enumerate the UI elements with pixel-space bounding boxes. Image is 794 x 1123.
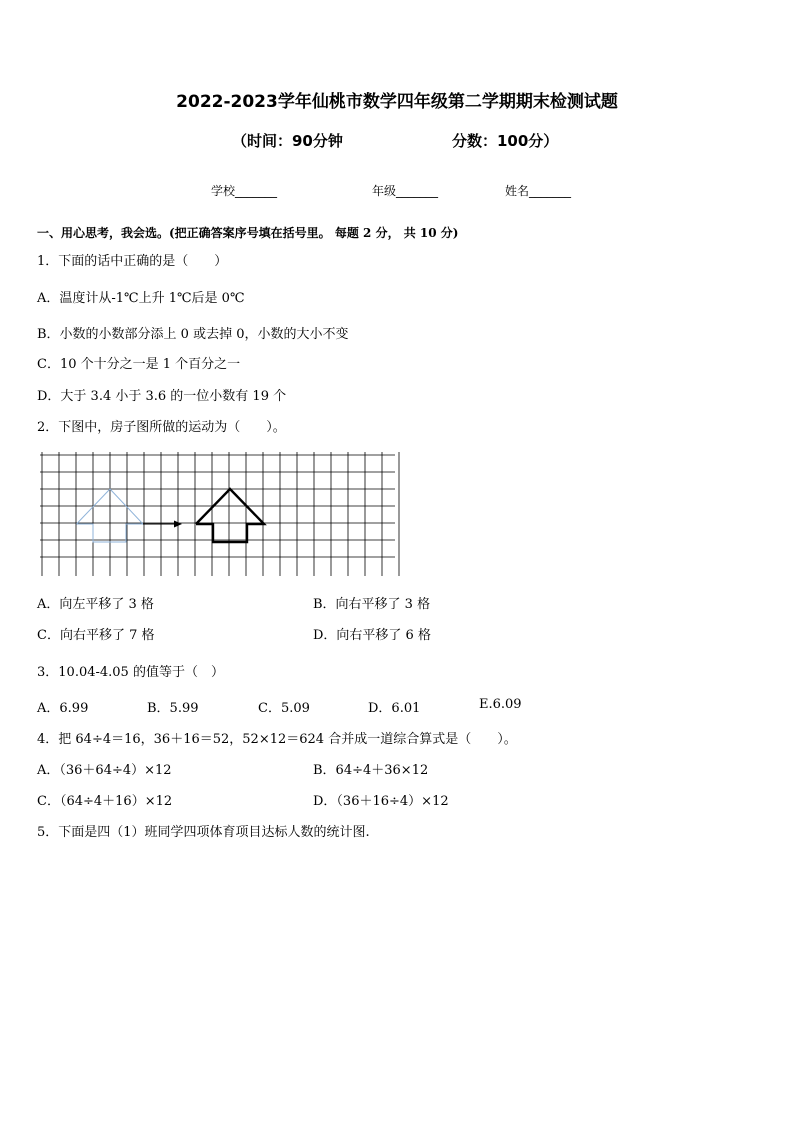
q1-option-d: D．大于 3.4 小于 3.6 的一位小数有 19 个	[37, 389, 287, 404]
q1-option-c: C．10 个十分之一是 1 个百分之一	[37, 357, 241, 372]
page-title: 2022-2023学年仙桃市数学四年级第二学期期末检测试题	[176, 92, 618, 112]
q2-stem: 2．下图中，房子图所做的运动为（ ）。	[37, 420, 286, 435]
q1-option-b: B．小数的小数部分添上 0 或去掉 0，小数的大小不变	[37, 327, 349, 342]
q3-option-e: E.6.09	[479, 697, 522, 712]
name-field: 姓名_______	[505, 184, 572, 198]
q4-option-a: A．（36＋64÷4）×12	[37, 763, 172, 778]
q3-option-b: B．5.99	[147, 701, 199, 716]
q3-stem: 3．10.04-4.05 的值等于（ ）	[37, 665, 224, 680]
moved-house-outline	[196, 489, 264, 542]
translation-grid-figure	[40, 452, 400, 578]
q3-option-c: C．5.09	[258, 701, 310, 716]
q2-option-a: A．向左平移了 3 格	[37, 597, 154, 612]
q4-option-b: B．64÷4＋36×12	[313, 763, 429, 778]
q4-stem: 4．把 64÷4＝16，36＋16＝52，52×12＝624 合并成一道综合算式是（ ）。	[37, 732, 517, 747]
q3-option-d: D．6.01	[368, 701, 421, 716]
q4-option-c: C．（64÷4＋16）×12	[37, 794, 173, 809]
section-1-heading: 一、用心思考，我会选。(把正确答案序号填在括号里。 每题 2 分， 共 10 分)	[37, 226, 459, 240]
q2-option-b: B．向右平移了 3 格	[313, 597, 431, 612]
q2-option-d: D．向右平移了 6 格	[313, 628, 431, 643]
grade-field: 年级_______	[372, 184, 439, 198]
q3-option-a: A．6.99	[37, 701, 89, 716]
q1-stem: 1．下面的话中正确的是（ ）	[37, 254, 228, 269]
time-label: （时间：90分钟	[232, 132, 343, 150]
q5-stem: 5．下面是四（1）班同学四项体育项目达标人数的统计图.	[37, 825, 370, 840]
score-label: 分数：100分）	[452, 132, 559, 150]
school-field: 学校_______	[211, 184, 278, 198]
q2-option-c: C．向右平移了 7 格	[37, 628, 155, 643]
q4-option-d: D．（36＋16÷4）×12	[313, 794, 449, 809]
q1-option-a: A．温度计从-1℃上升 1℃后是 0℃	[37, 291, 245, 306]
